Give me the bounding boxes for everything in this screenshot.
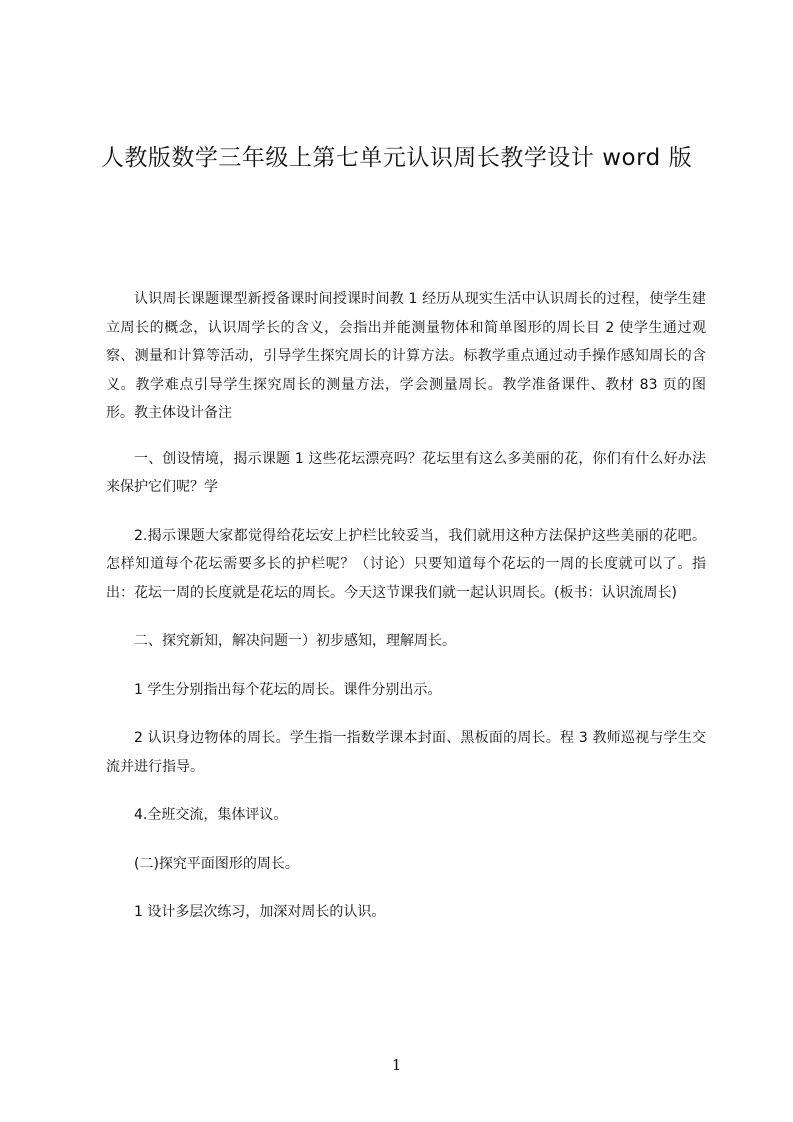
paragraph-practice: 1 设计多层次练习，加深对周长的认识。	[134, 904, 386, 920]
paragraph-section-two-heading: 二、探究新知，解决问题一）初步感知，理解周长。	[134, 633, 456, 649]
paragraph-lesson-overview: 认识周长课题课型新授备课时间授课时间教 1 经历从现实生活中认识周长的过程，使学生建立周长的概念，认识周学长的含义，会指出并能测量物体和简单图形的周长目 2 使学生通过观察、测量和计算等活动，引导学生探究周长的计算方法。标教学重点通过动手操作感知周长的含义。教学难点引导学生探究周长的测量方法，学会测量周长。教学准备课件、教材 83 页的图形。教主体设计备注	[106, 291, 706, 421]
paragraph-step-two: 2 认识身边物体的周长。学生指一指数学课本封面、黑板面的周长。程 3 教师巡视与学生交流并进行指导。	[106, 730, 706, 775]
paragraph-section-one-intro: 一、创设情境，揭示课题 1 这些花坛漂亮吗？花坛里有这么多美丽的花，你们有什么好办法来保护它们呢？学	[106, 450, 706, 495]
paragraph-step-four: 4.全班交流，集体评议。	[134, 807, 288, 823]
document-title: 人教版数学三年级上第七单元认识周长教学设计 word 版	[100, 145, 693, 171]
paragraph-subsection-two: (二)探究平面图形的周长。	[134, 855, 299, 872]
paragraph-step-one: 1 学生分别指出每个花坛的周长。课件分别出示。	[134, 681, 442, 698]
paragraph-reveal-topic: 2.揭示课题大家都觉得给花坛安上护栏比较妥当，我们就用这种方法保护这些美丽的花吧。怎样知道每个花坛需要多长的护栏呢？（讨论）只要知道每个花坛的一周的长度就可以了。指出：花坛一周的长度就是花坛的周长。今天这节课我们就一起认识周长。(板书：认识流周长)	[106, 527, 706, 601]
document-body	[106, 285, 706, 927]
page-number: 1	[391, 1056, 402, 1074]
